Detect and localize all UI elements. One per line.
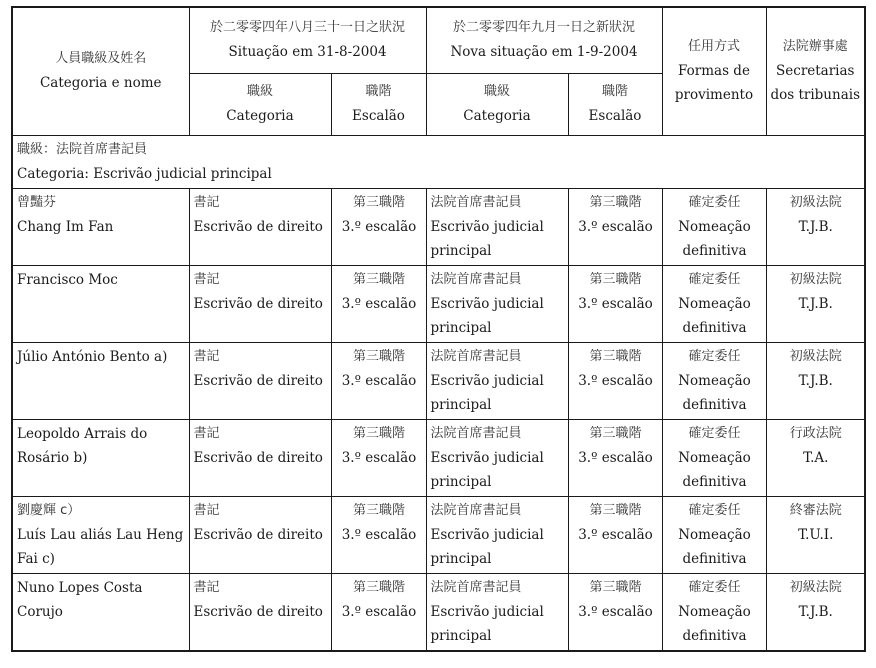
new-escalao-pt: 3.º escalão: [578, 526, 653, 543]
header-name-zh: 人員職級及姓名: [55, 51, 147, 67]
new-categoria-zh: 法院首席書記員: [430, 502, 522, 518]
old-categoria-zh: 書記: [193, 579, 220, 595]
new-escalao-pt: 3.º escalão: [578, 295, 653, 312]
new-categoria-zh: 法院首席書記員: [430, 348, 522, 364]
header-new-esc-pt: Escalão: [588, 108, 642, 124]
secretaria-zh: 初級法院: [789, 194, 842, 210]
provimento-zh: 確定委任: [688, 194, 741, 210]
provimento-pt: Nomeação definitiva: [678, 372, 751, 413]
provimento-zh: 確定委任: [688, 348, 741, 364]
header-forms: [662, 7, 766, 135]
new-categoria-pt: Escrivão judicial principal: [430, 372, 544, 413]
old-categoria-cell: [189, 496, 331, 573]
old-categoria-zh: 書記: [193, 348, 220, 364]
new-categoria-zh: 法院首席書記員: [430, 271, 522, 287]
header-old-esc-pt: Escalão: [352, 108, 405, 124]
old-escalao-zh: 第三職階: [352, 425, 405, 441]
header-new-escalao: [568, 73, 662, 135]
old-categoria-cell: [189, 342, 331, 419]
person-name-cell: [12, 573, 189, 651]
person-name-pt: Luís Lau aliás Lau Heng Fai c): [17, 526, 184, 567]
old-categoria-zh: 書記: [193, 502, 220, 518]
header-forms-pt: Formas de provimento: [674, 63, 754, 104]
header-old-escalao: [331, 73, 426, 135]
provimento-cell: [662, 419, 766, 496]
new-escalao-cell: [568, 419, 662, 496]
header-name: [12, 7, 189, 135]
secretaria-cell: [766, 496, 865, 573]
section-zh: 職級：法院首席書記員: [17, 141, 148, 157]
provimento-cell: [662, 342, 766, 419]
table-row: [12, 496, 865, 573]
new-escalao-pt: 3.º escalão: [578, 218, 653, 235]
old-escalao-cell: [331, 265, 426, 342]
person-name-cell: [12, 342, 189, 419]
new-escalao-pt: 3.º escalão: [578, 372, 653, 389]
new-escalao-pt: 3.º escalão: [578, 603, 653, 620]
person-name-cell: [12, 188, 189, 265]
header-new-zh: 於二零零四年九月一日之新狀況: [452, 20, 635, 36]
person-name-cell: [12, 265, 189, 342]
person-name-zh: 劉慶輝 c）: [17, 502, 81, 518]
old-categoria-pt: Escrivão de direito: [193, 526, 323, 543]
header-new-pt: Nova situação em 1-9-2004: [450, 44, 638, 61]
old-escalao-cell: [331, 188, 426, 265]
header-sec-zh: 法院辦事處: [782, 39, 848, 55]
header-old-categoria: [189, 73, 331, 135]
provimento-pt: Nomeação definitiva: [678, 218, 751, 259]
old-categoria-cell: [189, 419, 331, 496]
new-categoria-pt: Escrivão judicial principal: [430, 449, 544, 490]
header-old-zh: 於二零零四年八月三十一日之狀況: [209, 20, 405, 36]
provimento-pt: Nomeação definitiva: [678, 526, 751, 567]
secretaria-pt: T.J.B.: [798, 218, 833, 235]
old-escalao-cell: [331, 342, 426, 419]
header-new-categoria: [426, 73, 568, 135]
new-categoria-cell: [426, 496, 568, 573]
old-categoria-zh: 書記: [193, 271, 220, 287]
provimento-cell: [662, 573, 766, 651]
table-row: [12, 188, 865, 265]
new-categoria-pt: Escrivão judicial principal: [430, 295, 544, 336]
new-escalao-cell: [568, 342, 662, 419]
table-row: [12, 342, 865, 419]
secretaria-pt: T.J.B.: [798, 372, 833, 389]
provimento-zh: 確定委任: [688, 502, 741, 518]
person-name-pt: Júlio António Bento a): [17, 348, 168, 365]
new-escalao-zh: 第三職階: [589, 425, 642, 441]
new-escalao-zh: 第三職階: [589, 502, 642, 518]
header-sec-pt: Secretarias dos tribunais: [770, 63, 860, 104]
secretaria-pt: T.U.I.: [798, 526, 834, 543]
old-categoria-pt: Escrivão de direito: [193, 295, 323, 312]
table-row: [12, 265, 865, 342]
header-forms-zh: 任用方式: [687, 39, 740, 55]
secretaria-cell: [766, 188, 865, 265]
new-escalao-zh: 第三職階: [589, 194, 642, 210]
old-escalao-zh: 第三職階: [352, 502, 405, 518]
secretaria-zh: 初級法院: [789, 271, 842, 287]
new-categoria-cell: [426, 419, 568, 496]
old-categoria-pt: Escrivão de direito: [193, 449, 323, 466]
new-escalao-pt: 3.º escalão: [578, 449, 653, 466]
old-escalao-zh: 第三職階: [352, 348, 405, 364]
person-name-pt: Francisco Moc: [17, 271, 118, 288]
secretaria-pt: T.J.B.: [798, 295, 833, 312]
old-escalao-cell: [331, 496, 426, 573]
new-escalao-cell: [568, 573, 662, 651]
person-name-pt: Nuno Lopes Costa Corujo: [17, 579, 143, 620]
new-categoria-pt: Escrivão judicial principal: [430, 603, 544, 644]
header-old-esc-zh: 職階: [365, 84, 392, 99]
new-categoria-cell: [426, 265, 568, 342]
header-old-pt: Situação em 31-8-2004: [228, 44, 387, 61]
old-escalao-pt: 3.º escalão: [341, 295, 417, 312]
header-new-cat-zh: 職級: [483, 84, 510, 99]
secretaria-cell: [766, 573, 865, 651]
person-name-pt: Leopoldo Arrais do Rosário b): [17, 425, 148, 466]
provimento-cell: [662, 188, 766, 265]
old-categoria-cell: [189, 573, 331, 651]
new-escalao-cell: [568, 265, 662, 342]
new-categoria-cell: [426, 573, 568, 651]
table-row: [12, 419, 865, 496]
old-categoria-cell: [189, 188, 331, 265]
section-heading: [12, 135, 865, 188]
new-escalao-cell: [568, 188, 662, 265]
secretaria-zh: 初級法院: [789, 579, 842, 595]
old-categoria-pt: Escrivão de direito: [193, 603, 323, 620]
secretaria-zh: 終審法院: [789, 502, 842, 518]
secretaria-pt: T.J.B.: [798, 603, 833, 620]
header-new-situation: [426, 7, 662, 73]
new-categoria-cell: [426, 188, 568, 265]
person-name-zh: 曾豔芬: [17, 194, 57, 210]
header-new-esc-zh: 職階: [601, 84, 628, 99]
provimento-pt: Nomeação definitiva: [678, 449, 751, 490]
header-old-cat-pt: Categoria: [226, 108, 294, 124]
old-escalao-cell: [331, 419, 426, 496]
table-row: [12, 573, 865, 651]
provimento-zh: 確定委任: [688, 271, 741, 287]
personnel-table: [11, 6, 866, 652]
person-name-cell: [12, 496, 189, 573]
provimento-cell: [662, 496, 766, 573]
old-categoria-zh: 書記: [193, 194, 220, 210]
new-escalao-cell: [568, 496, 662, 573]
header-name-pt: Categoria e nome: [39, 75, 162, 92]
old-escalao-pt: 3.º escalão: [341, 449, 417, 466]
old-categoria-pt: Escrivão de direito: [193, 372, 323, 389]
old-categoria-zh: 書記: [193, 425, 220, 441]
header-old-cat-zh: 職級: [246, 84, 273, 99]
new-categoria-pt: Escrivão judicial principal: [430, 218, 544, 259]
old-escalao-pt: 3.º escalão: [341, 218, 417, 235]
old-escalao-zh: 第三職階: [352, 271, 405, 287]
secretaria-cell: [766, 342, 865, 419]
header-old-situation: [189, 7, 426, 73]
secretaria-cell: [766, 419, 865, 496]
provimento-cell: [662, 265, 766, 342]
provimento-zh: 確定委任: [688, 425, 741, 441]
provimento-pt: Nomeação definitiva: [678, 295, 751, 336]
new-escalao-zh: 第三職階: [589, 579, 642, 595]
new-categoria-cell: [426, 342, 568, 419]
new-escalao-zh: 第三職階: [589, 271, 642, 287]
old-escalao-zh: 第三職階: [352, 579, 405, 595]
provimento-pt: Nomeação definitiva: [678, 603, 751, 644]
new-categoria-zh: 法院首席書記員: [430, 194, 522, 210]
secretaria-zh: 初級法院: [789, 348, 842, 364]
old-escalao-pt: 3.º escalão: [341, 372, 417, 389]
old-escalao-pt: 3.º escalão: [341, 526, 417, 543]
secretaria-pt: T.A.: [803, 449, 829, 466]
new-categoria-pt: Escrivão judicial principal: [430, 526, 544, 567]
secretaria-cell: [766, 265, 865, 342]
new-categoria-zh: 法院首席書記員: [430, 425, 522, 441]
old-escalao-pt: 3.º escalão: [341, 603, 417, 620]
secretaria-zh: 行政法院: [789, 425, 842, 441]
old-categoria-pt: Escrivão de direito: [193, 218, 323, 235]
old-escalao-cell: [331, 573, 426, 651]
section-pt: Categoria: Escrivão judicial principal: [17, 165, 272, 182]
new-escalao-zh: 第三職階: [589, 348, 642, 364]
header-secretarias: [766, 7, 865, 135]
person-name-cell: [12, 419, 189, 496]
new-categoria-zh: 法院首席書記員: [430, 579, 522, 595]
old-escalao-zh: 第三職階: [352, 194, 405, 210]
provimento-zh: 確定委任: [688, 579, 741, 595]
header-new-cat-pt: Categoria: [463, 108, 531, 124]
old-categoria-cell: [189, 265, 331, 342]
person-name-pt: Chang Im Fan: [17, 218, 114, 235]
